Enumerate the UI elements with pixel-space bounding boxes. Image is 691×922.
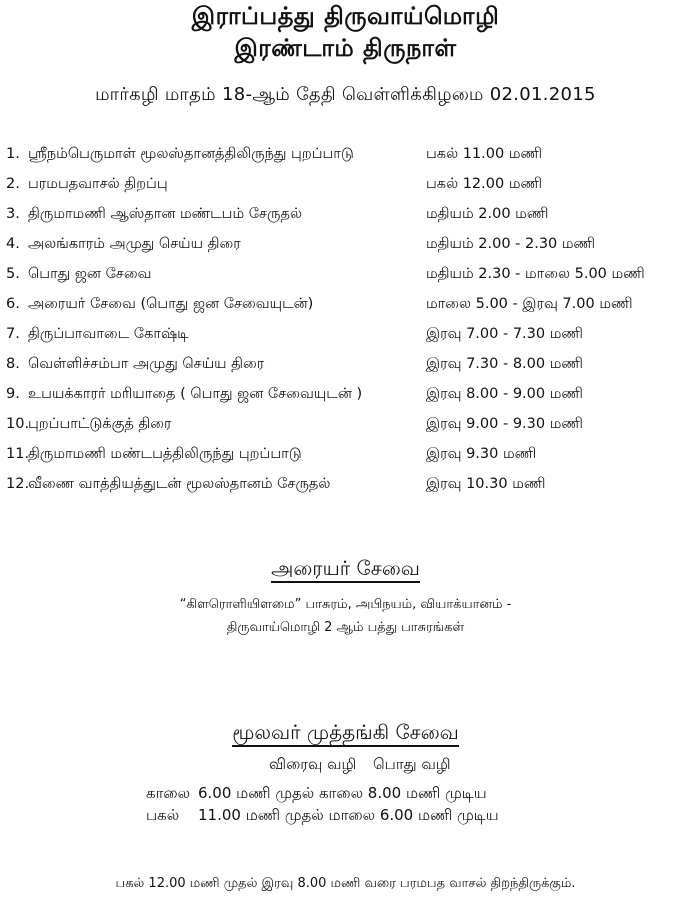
araiyar-heading (0, 556, 691, 583)
schedule-time: மதியம் 2.00 மணி (426, 206, 549, 222)
schedule-row (0, 236, 691, 266)
timing-label: பகல் (146, 806, 180, 824)
schedule-time: மதியம் 2.00 - 2.30 மணி (426, 236, 596, 252)
schedule-number: 5. (6, 266, 20, 282)
schedule-time: இரவு 8.00 - 9.00 மணி (426, 386, 583, 402)
schedule-event: திருமாமணி ஆஸ்தான மண்டபம் சேருதல் (28, 206, 302, 222)
schedule-time: மதியம் 2.30 - மாலை 5.00 மணி (426, 266, 645, 282)
date-line: மார்கழி மாதம் 18-ஆம் தேதி வெள்ளிக்கிழமை 02.01.2015 (95, 84, 596, 105)
schedule-event: திருமாமணி மண்டபத்திலிருந்து புறப்பாடு (28, 446, 302, 462)
schedule-number: 1. (6, 146, 20, 162)
schedule-time: இரவு 9.30 மணி (426, 446, 537, 462)
moolavar-heading-text: மூலவர் முத்தங்கி சேவை (232, 720, 459, 747)
schedule-event: பொது ஜன சேவை (28, 266, 152, 282)
page-subtitle: இரண்டாம் திருநாள் (234, 34, 457, 62)
schedule-time: பகல் 12.00 மணி (426, 176, 543, 192)
schedule-event: பரமபதவாசல் திறப்பு (28, 176, 168, 192)
schedule-event: புறப்பாட்டுக்குத் திரை (28, 416, 172, 432)
schedule-number: 8. (6, 356, 20, 372)
schedule-row (0, 386, 691, 416)
schedule-row (0, 146, 691, 176)
schedule-time: இரவு 7.00 - 7.30 மணி (426, 326, 583, 342)
queue-general: பொது வழி (373, 755, 451, 773)
timing-text: 6.00 மணி முதல் காலை 8.00 மணி முடிய (198, 784, 487, 802)
moolavar-timing-2 (0, 806, 691, 828)
araiyar-line1: “கிளரொளியிளமை” பாசுரம், அபிநயம், வியாக்யானம் - (179, 597, 512, 612)
schedule-number: 6. (6, 296, 20, 312)
schedule-event: வீணை வாத்தியத்துடன் மூலஸ்தானம் சேருதல் (28, 476, 331, 492)
schedule-row (0, 476, 691, 506)
footer-note: பகல் 12.00 மணி முதல் இரவு 8.00 மணி வரை பரமபத வாசல் திறந்திருக்கும். (115, 876, 576, 891)
schedule-row (0, 206, 691, 236)
schedule-event: ஸ்ரீநம்பெருமாள் மூலஸ்தானத்திலிருந்து புறப்பாடு (28, 146, 354, 162)
moolavar-timing-1 (0, 784, 691, 806)
schedule-time: இரவு 9.00 - 9.30 மணி (426, 416, 583, 432)
schedule-row (0, 266, 691, 296)
schedule-row (0, 326, 691, 356)
schedule-number: 4. (6, 236, 20, 252)
araiyar-line2: திருவாய்மொழி 2 ஆம் பத்து பாசுரங்கள் (226, 620, 465, 635)
schedule-event: உபயக்காரர் மரியாதை ( பொது ஜன சேவையுடன் ) (28, 386, 363, 402)
schedule-number: 11. (6, 446, 30, 462)
schedule-row (0, 296, 691, 326)
schedule-time: இரவு 7.30 - 8.00 மணி (426, 356, 583, 372)
schedule-row (0, 356, 691, 386)
queue-types (0, 755, 691, 775)
schedule-number: 2. (6, 176, 20, 192)
schedule-row (0, 416, 691, 446)
schedule-number: 7. (6, 326, 20, 342)
schedule-time: இரவு 10.30 மணி (426, 476, 546, 492)
page-title: இராப்பத்து திருவாய்மொழி (191, 2, 500, 30)
schedule-row (0, 176, 691, 206)
schedule-time: மாலை 5.00 - இரவு 7.00 மணி (426, 296, 633, 312)
schedule-number: 3. (6, 206, 20, 222)
schedule-row (0, 446, 691, 476)
queue-fast: விரைவு வழி (269, 755, 357, 773)
schedule-number: 10. (6, 416, 30, 432)
schedule-event: அலங்காரம் அமுது செய்ய திரை (28, 236, 241, 252)
timing-label: காலை (146, 784, 191, 802)
timing-text: 11.00 மணி முதல் மாலை 6.00 மணி முடிய (198, 806, 499, 824)
schedule-event: வெள்ளிச்சம்பா அமுது செய்ய திரை (28, 356, 265, 372)
schedule-event: திருப்பாவாடை கோஷ்டி (28, 326, 189, 342)
schedule-time: பகல் 11.00 மணி (426, 146, 543, 162)
schedule-number: 9. (6, 386, 20, 402)
araiyar-heading-text: அரையர் சேவை (271, 556, 420, 583)
schedule-event: அரையர் சேவை (பொது ஜன சேவையுடன்) (28, 296, 314, 312)
moolavar-heading (0, 720, 691, 747)
schedule-number: 12. (6, 476, 30, 492)
